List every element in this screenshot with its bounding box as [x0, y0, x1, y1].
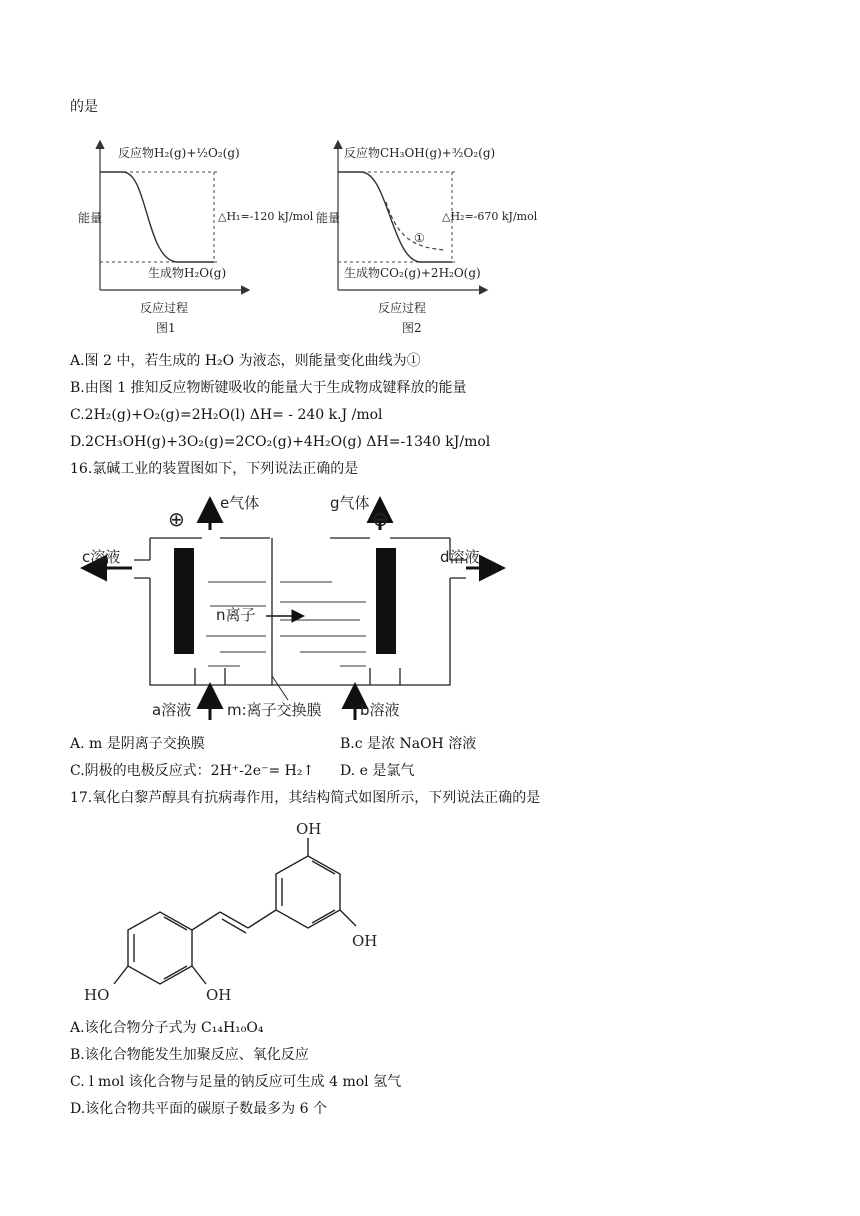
reactant-label: 反应物CH₃OH(g)+³⁄₂O₂(g) — [344, 146, 496, 160]
option-a: A.该化合物分子式为 C₁₄H₁₀O₄ — [70, 1020, 264, 1036]
y-axis-label: 能量 — [316, 211, 341, 225]
option-a: A.图 2 中，若生成的 H₂O 为液态，则能量变化曲线为① — [70, 353, 421, 369]
energy-diagram-1 — [78, 132, 314, 340]
e-gas-label: e气体 — [220, 494, 260, 512]
left-benzene-ring — [128, 912, 192, 984]
chlor-alkali-cell-diagram — [70, 490, 510, 722]
n-ion-label: n离子 — [216, 606, 256, 624]
a-solution-label: a溶液 — [152, 701, 192, 719]
b-solution-label: b溶液 — [360, 701, 400, 719]
liquid-lines — [206, 582, 366, 666]
ho-left-label: HO — [84, 986, 110, 1004]
c-solution-label: c溶液 — [82, 548, 121, 566]
g-gas-label: g气体 — [330, 494, 370, 512]
product-label: 生成物CO₂(g)+2H₂O(g) — [344, 266, 481, 280]
question-17-stem: 17.氧化白黎芦醇具有抗病毒作用，其结构简式如图所示，下列说法正确的是 — [70, 790, 541, 806]
reactant-label: 反应物H₂(g)+½O₂(g) — [118, 146, 240, 160]
energy-diagram-2 — [316, 132, 546, 340]
curve-marker: ① — [414, 231, 425, 245]
oh-right-label: OH — [352, 932, 378, 950]
x-axis-label: 反应过程 — [378, 301, 427, 315]
option-c: C. l mol 该化合物与足量的钠反应可生成 4 mol 氢气 — [70, 1074, 402, 1090]
right-benzene-ring — [276, 856, 340, 928]
membrane-label: m:离子交换膜 — [227, 701, 322, 719]
delta-h-label: △H₂=-670 kJ/mol — [442, 210, 538, 223]
anode — [174, 548, 194, 654]
option-d: D.该化合物共平面的碳原子数最多为 6 个 — [70, 1101, 327, 1117]
option-b: B.c 是浓 NaOH 溶液 — [340, 736, 477, 752]
y-axis-label: 能量 — [78, 211, 103, 225]
delta-h-label: △H₁=-120 kJ/mol — [218, 210, 314, 223]
anode-plus-icon: ⊕ — [168, 507, 185, 531]
product-label: 生成物H₂O(g) — [148, 266, 227, 280]
figure-caption: 图1 — [156, 321, 176, 335]
figure-caption: 图2 — [402, 321, 422, 335]
x-axis-label: 反应过程 — [140, 301, 189, 315]
energy-curve — [100, 172, 214, 262]
option-b: B.由图 1 推知反应物断键吸收的能量大于生成物成键释放的能量 — [70, 380, 467, 396]
cell-walls — [150, 538, 450, 685]
option-d: D. e 是氯气 — [340, 763, 415, 779]
oh-bottom-label: OH — [206, 986, 232, 1004]
option-d: D.2CH₃OH(g)+3O₂(g)=2CO₂(g)+4H₂O(g) ΔH=-1340 kJ/mol — [70, 434, 491, 450]
question-16-stem: 16.氯碱工业的装置图如下，下列说法正确的是 — [70, 461, 359, 477]
oh-top-label: OH — [296, 820, 322, 838]
oxyresveratrol-structure — [70, 820, 400, 1010]
cathode — [376, 548, 396, 654]
membrane-pointer — [272, 676, 288, 700]
option-c: C.2H₂(g)+O₂(g)=2H₂O(l) ΔH= - 240 k.J /mol — [70, 407, 383, 423]
cathode-minus-icon: ⊖ — [372, 507, 389, 531]
continued-question-text: 的是 — [70, 99, 98, 115]
inlet-ports — [195, 668, 400, 685]
option-c: C.阴极的电极反应式：2H⁺-2e⁻= H₂↑ — [70, 763, 315, 779]
option-a: A. m 是阴离子交换膜 — [70, 736, 205, 752]
d-solution-label: d溶液 — [440, 548, 480, 566]
option-b: B.该化合物能发生加聚反应、氧化反应 — [70, 1047, 309, 1063]
